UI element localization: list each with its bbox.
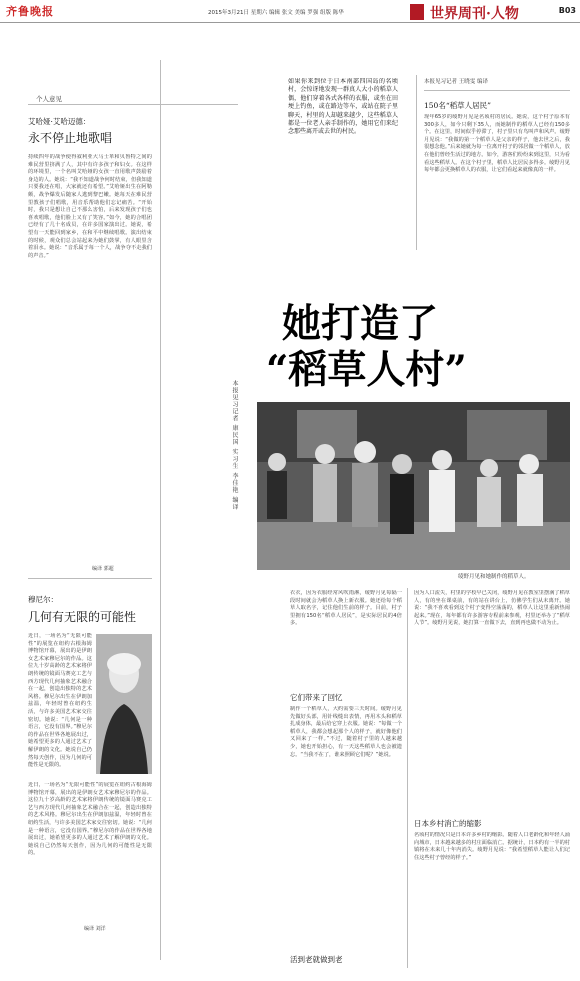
section-title: 世界周刊·人物: [430, 6, 519, 22]
column-label: 个人意见: [36, 95, 62, 103]
article1-byline: 编译 郭超: [92, 566, 114, 572]
right-body: 现年65岁的绫野月见是名顷村的居民。她说，这个村子原本有300多人，如今只剩下35人，而她制作的稻草人已经有150多个。在这里，时间似乎停滞了，村子里只有鸟叫声和风声。绫野月见说：“我做的第一个稻草人是父亲的样子，他去世之后，我很想念他。”后来她就为每一位离开村子的邻居做一个稻草人，放在他们曾经生活过的地方。如今，游客们纷纷来到这里，只为看看这些稻草人。在这个村子里，稻草人比居民多得多。绫野月见每年都会更换稻草人的衣服，让它们看起来就像真的一样。: [424, 114, 570, 174]
col3-body: 因为人口流失，村里的学校早已关闭，绫野月见在教室里摆满了稻草人，有的坐在课桌前，有的站在讲台上，仿佛学生们从未离开。她说：“我不喜欢看到这个村子变得空荡荡的，稻草人让这里重新热闹起来。”现在，每年都有许多游客专程前来参观，村里还举办了“稻草人节”。绫野月见说，她打算一直做下去，直到再也做不动为止。: [414, 590, 570, 627]
scarecrow-photo-illustration: [257, 402, 570, 570]
article2-name: 穆尼尔：: [28, 595, 58, 604]
col2-body: 衣衣，因为衣服经常风吹雨淋，绫野月见每隔一段时间就会为稻草人换上新衣服。她还给每个稻草人取名字，记住他们生前的样子。目前，村子里拥有150名“稻草人居民”，是实际居民的4倍多。: [290, 590, 402, 627]
artist-portrait: [96, 634, 152, 774]
col2-bottom-subhead: 活到老就做到老: [290, 955, 343, 964]
feature-photo: [257, 402, 570, 570]
article1-name: 艾哈娅·艾哈迈德：: [28, 117, 91, 126]
section-marker-icon: [410, 4, 424, 20]
article2-body-top: 近日，一场名为“无限可能性”的展览在纽约古根海姆博物馆开幕，展出的是伊朗女艺术家穆尼尔的作品。这位九十岁高龄的艺术家将伊朗传统的镜面马赛克工艺与西方现代几何抽象艺术融合在一起，创造出独特的艺术风格。穆尼尔出生在伊朗加兹温，年轻时曾在纽约生活，与许多美国艺术家交往密切。她说：“几何是一种语言，它没有国界。”穆尼尔的作品在世界各地展出过，她希望更多的人通过艺术了解伊朗的文化。她说自己仍然每天创作，因为几何的可能性是无限的。: [28, 633, 92, 769]
feature-credit: 本报见习记者 康民国 实习生 李佳艳 编译: [231, 380, 238, 511]
page-number: B03: [558, 6, 576, 15]
section-tag: [410, 2, 580, 22]
right-subhead: 150名“稻草人居民”: [424, 101, 491, 110]
newspaper-logo: 齐鲁晚报: [6, 5, 54, 18]
photo-caption: 绫野月见和她制作的稻草人。: [458, 574, 530, 580]
article1-body: 持续四年的战争使得叙利亚大马士革和贝鲁特之间的难民营里挤满了人，其中有许多孩子和妇女。在这样的环境里，一个名叫艾哈娅的女孩一直用歌声鼓励着身边的人。她说：“我不知道战争何时结束，但我知道只要我还在唱，大家就还有希望。”艾哈娅出生在阿勒颇，战争爆发后随家人逃到黎巴嫩。她每天在难民营里教孩子们唱歌，用音乐帮助他们忘记痛苦。“开始时，我只是想让自己不那么害怕，后来发现孩子们也喜欢唱歌，他们脸上又有了笑容。”如今，她的合唱团已经有了几十名成员，在许多国家演出过。她说，希望有一天能回到家乡，在和平中继续唱歌。演出结束的时候，观众们总会站起来为她们鼓掌，有人眼里含着泪水。她说：“音乐属于每一个人，战争夺不走我们的声音。”: [28, 154, 152, 259]
col3-subhead: 日本乡村消亡的缩影: [414, 819, 482, 828]
article2-byline: 编译 刘洋: [84, 926, 106, 932]
col2-body2: 制作一个稻草人，大约需要三天时间。绫野月见先做好头部，用针线缝出表情，再用木头和稻草扎成身体，最后给它穿上衣服。她说：“每做一个稻草人，我都会想起那个人的样子，就好像他们又回来了一样。”不过，随着村子里的人越来越少，她也开始担心，有一天这些稻草人也会被遗忘。“当我不在了，谁来照顾它们呢？”她说。: [290, 706, 402, 758]
right-byline: 本报见习记者 王晓雯 编译: [424, 79, 488, 85]
header-info: 2015年3月21日 星期六 编辑 张文 美编 罗强 组版 陈华: [208, 10, 344, 16]
col3-body2: 名顷村的情况只是日本许多乡村的缩影。随着人口老龄化和年轻人涌向城市，日本越来越多的村庄面临消亡。据统计，日本约有一半的村镇将在未来几十年内消失。绫野月见说：“我希望稻草人能让人们记住这些村子曾经的样子。”: [414, 832, 570, 861]
headline-line2: “稻草人村”: [266, 347, 467, 393]
feature-intro: 如果你来到位于日本南部四国岛的名顷村，会惊讶地发现一群真人大小的稻草人偶，他们穿着各式各样的衣服，或坐在田埂上钓鱼，或在路边等车，或站在院子里聊天，村里的人却越来越少，这些稻草人都是一位老人亲手制作的，她用它们来纪念那些离开或去世的村民。: [288, 78, 398, 136]
article2-body: 近日，一场名为“无限可能性”的展览在纽约古根海姆博物馆开幕，展出的是伊朗女艺术家穆尼尔的作品。这位九十岁高龄的艺术家将伊朗传统的镜面马赛克工艺与西方现代几何抽象艺术融合在一起，创造出独特的艺术风格。穆尼尔出生在伊朗加兹温，年轻时曾在纽约生活，与许多美国艺术家交往密切。她说：“几何是一种语言，它没有国界。”穆尼尔的作品在世界各地展出过，她希望更多的人通过艺术了解伊朗的文化。她说自己仍然每天创作，因为几何的可能性是无限的。: [28, 782, 152, 857]
portrait-illustration: [96, 634, 152, 774]
article2-title: 几何有无限的可能性: [28, 610, 137, 624]
article1-title: 永不停止地歌唱: [28, 131, 113, 145]
col2-subhead: 它们带来了回忆: [290, 693, 343, 702]
headline-line1: 她打造了: [282, 301, 439, 347]
